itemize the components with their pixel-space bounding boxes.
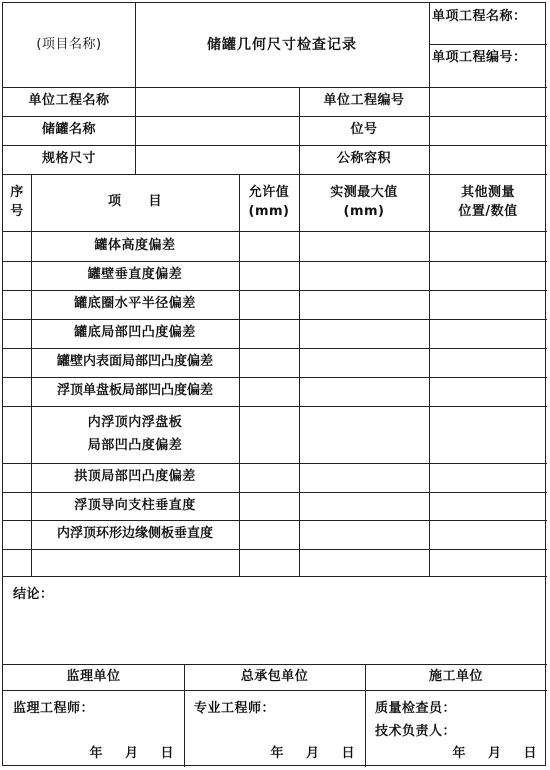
unit-project-name-label: 单位工程名称 [28,93,110,109]
supervision-engineer-label: 监理工程师： [13,700,95,716]
supervision-unit-label: 监理单位 [66,668,121,684]
project-name-label: (项目名称) [36,36,102,52]
table-row-label: 浮顶导向支柱垂直度 [74,497,196,513]
divider [429,87,430,174]
table-row-label-line2: 局部凹凸度偏差 [87,437,183,453]
table-row-label: 内浮顶环形边缘侧板垂直度 [56,526,213,542]
year-label: 年 [452,745,466,761]
table-row-label: 罐底局部凹凸度偏差 [74,325,196,341]
col-header-other [429,174,547,231]
col-header-no-line2: 号 [10,203,24,219]
construction-unit-label: 施工单位 [428,668,483,684]
year-label: 年 [270,745,284,761]
sub-project-no-label: 单项工程编号： [432,49,527,65]
inspection-record-form [2,2,546,766]
divider [429,174,430,576]
unit-project-no-label: 单位工程编号 [323,93,405,109]
col-header-item: 项 目 [107,194,162,210]
day-label: 日 [341,745,355,761]
divider [239,174,240,576]
date-line-contractor [184,742,365,766]
table-row-label [31,406,239,463]
table-row-label: 罐壁内表面局部凹凸度偏差 [56,354,213,370]
professional-engineer-label: 专业工程师： [194,700,276,716]
page-title: 储罐几何尺寸检查记录 [207,36,357,53]
col-header-allowed [239,174,299,231]
table-row-label: 浮顶单盘板局部凹凸度偏差 [56,383,213,399]
divider [135,87,136,174]
col-header-other-line2: 位置/数值 [458,203,518,219]
table-row-label: 罐体高度偏差 [94,237,176,253]
technical-leader-label: 技术负责人： [375,723,457,739]
col-header-other-line1: 其他测量 [460,184,515,200]
month-label: 月 [487,745,502,761]
month-label: 月 [124,745,139,761]
table-row-label: 罐壁垂直度偏差 [87,267,183,283]
day-label: 日 [160,745,174,761]
day-label: 日 [523,745,537,761]
col-header-allowed-line1: 允许值 [248,184,290,200]
position-no-label: 位号 [350,122,378,138]
nominal-capacity-label: 公称容积 [336,151,391,167]
col-header-no [3,174,31,231]
date-line-supervision [3,742,184,766]
col-header-no-line1: 序 [10,184,24,200]
tank-name-label: 储罐名称 [41,122,96,138]
divider [3,576,547,577]
spec-size-label: 规格尺寸 [41,151,96,167]
divider [3,549,547,550]
table-row-label: 罐底圈水平半径偏差 [74,296,196,312]
col-header-max-line1: 实测最大值 [330,184,398,200]
general-contractor-label: 总承包单位 [240,668,309,684]
col-header-max [299,174,429,231]
col-header-max-line2: (mm) [343,203,385,219]
sub-project-name-label: 单项工程名称： [432,8,527,24]
conclusion-label: 结论： [13,586,54,602]
table-row-label-line1: 内浮顶内浮盘板 [87,415,183,431]
quality-inspector-label: 质量检查员： [375,700,457,716]
date-line-construction [365,742,547,766]
year-label: 年 [89,745,103,761]
col-header-allowed-line2: (mm) [248,203,290,219]
month-label: 月 [305,745,320,761]
divider [3,690,547,691]
table-row-label: 拱顶局部凹凸度偏差 [74,469,196,485]
divider [299,174,300,576]
